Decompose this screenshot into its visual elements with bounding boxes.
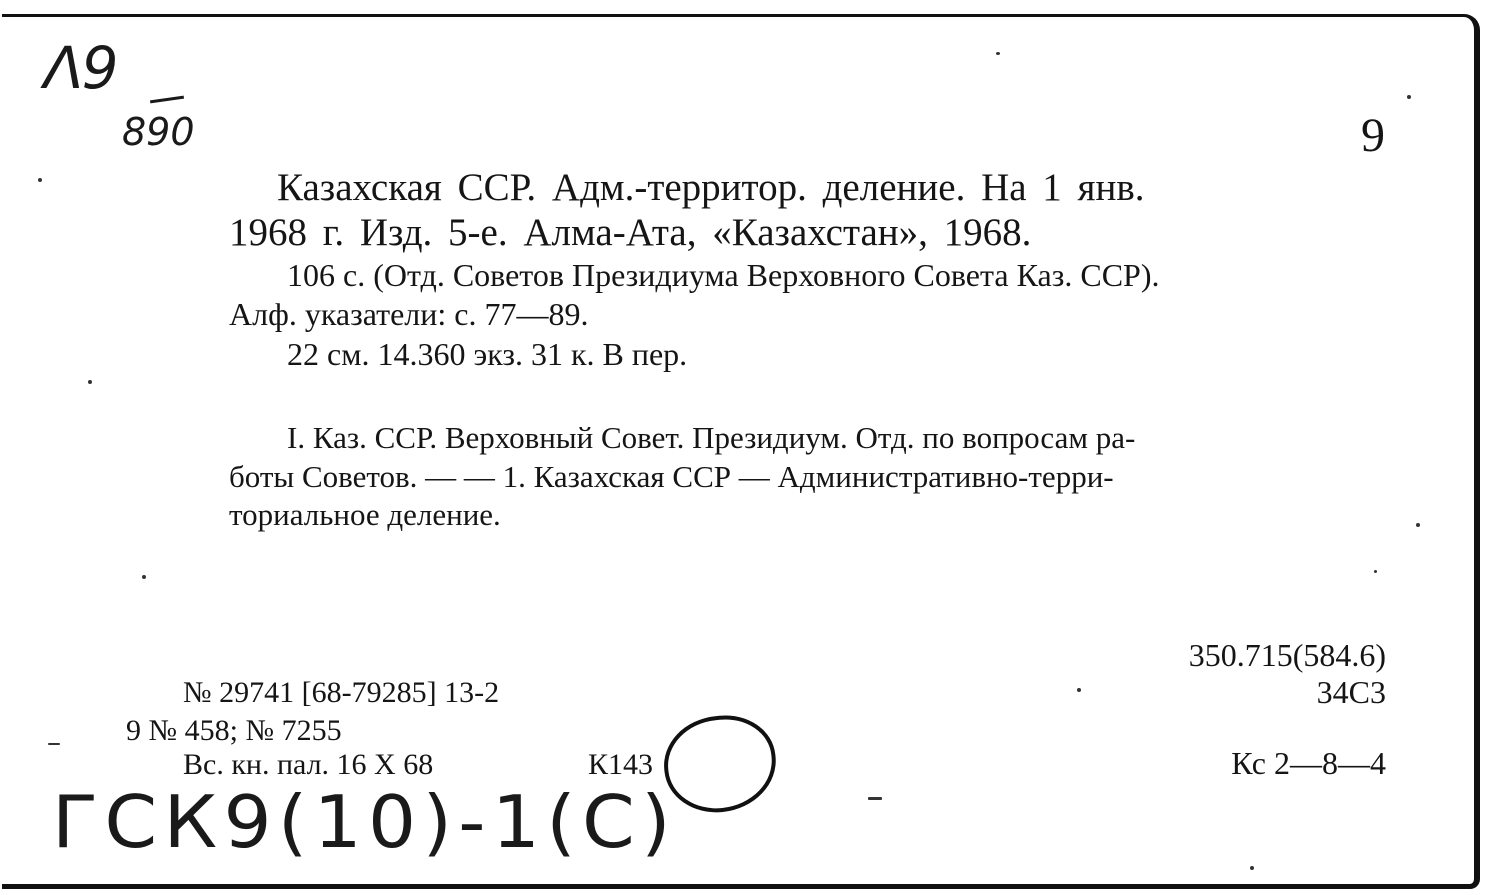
tracings-line-1: I. Каз. ССР. Верховный Совет. Президиум. Отд. по вопросам ра-	[287, 420, 1136, 455]
description-line-2: Алф. указатели: с. 77—89.	[229, 296, 589, 332]
speck	[88, 380, 92, 384]
print-code: К143	[588, 748, 654, 781]
card-number: 9	[1361, 109, 1385, 162]
speck	[1374, 570, 1377, 573]
speck	[48, 743, 60, 745]
tracings-line-2: боты Советов. — — 1. Казахская ССР — Административно-терри-	[229, 459, 1114, 494]
registration-number: № 29741 [68-79285] 13-2	[183, 676, 500, 709]
description-line-3: 22 см. 14.360 экз. 31 к. В пер.	[287, 336, 688, 372]
tracings-line-3: ториальное деление.	[229, 497, 501, 532]
udc-index: 350.715(584.6)	[1188, 637, 1386, 673]
speck	[868, 797, 882, 800]
speck	[142, 575, 146, 579]
title-line-2: 1968 г. Изд. 5-е. Алма-Ата, «Казахстан», 1968.	[229, 211, 1032, 254]
speck	[1416, 523, 1420, 527]
classification-code: Кс 2—8—4	[1231, 745, 1386, 781]
speck	[1077, 688, 1081, 692]
handwritten-bottom-number: 890	[122, 110, 195, 154]
handwritten-top-number: Λ9	[44, 34, 117, 102]
speck	[1407, 95, 1411, 99]
speck	[996, 52, 1000, 55]
speck	[1250, 866, 1254, 870]
handwritten-shelf-mark: ГСК9(10)-1(С)	[52, 780, 677, 864]
book-chamber-date: Вс. кн. пал. 16 X 68	[183, 748, 434, 781]
speck	[38, 178, 42, 182]
title-line-1: Казахская ССР. Адм.-территор. деление. На 1 янв.	[277, 166, 1145, 209]
description-line-1: 106 с. (Отд. Советов Президиума Верховного Совета Каз. ССР).	[287, 257, 1160, 293]
bbk-index: 34С3	[1316, 674, 1386, 710]
order-numbers: 9 № 458; № 7255	[126, 714, 342, 747]
